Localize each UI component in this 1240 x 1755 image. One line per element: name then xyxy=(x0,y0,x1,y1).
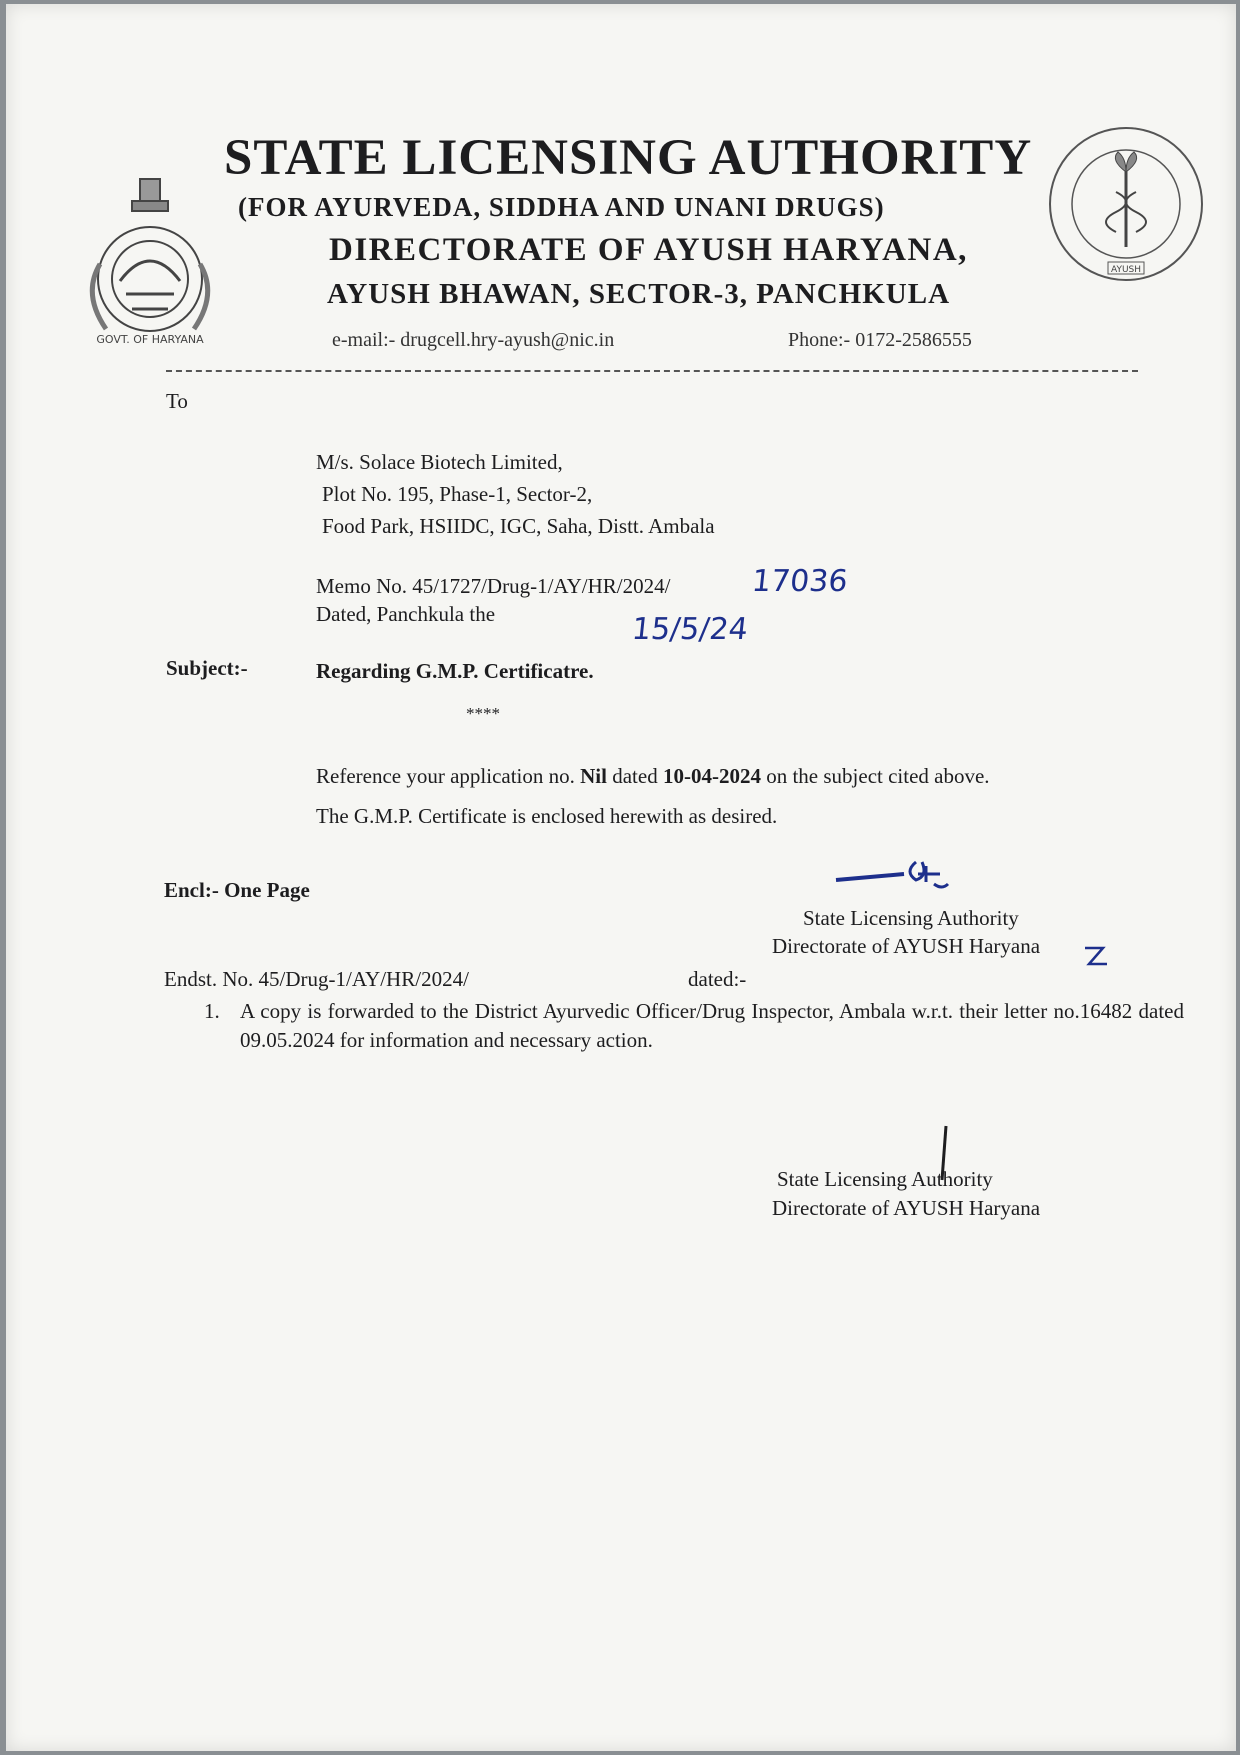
subject-label: Subject:- xyxy=(166,656,248,680)
copy-item-text: A copy is forwarded to the District Ayurvedic Officer/Drug Inspector, Ambala w.r.t. their letter no.16482 dated 09.05.2024 for information and necessary action. xyxy=(240,999,1184,1052)
body-paragraph-1: Reference your application no. Nil dated 10-04-2024 on the subject cited above. xyxy=(316,764,990,788)
signature-icon xyxy=(834,854,964,894)
separator: **** xyxy=(466,704,500,723)
addressee-line-3: Food Park, HSIIDC, IGC, Saha, Distt. Ambala xyxy=(322,514,715,538)
addressee-line-2: Plot No. 195, Phase-1, Sector-2, xyxy=(322,482,593,506)
signatory-office: Directorate of AYUSH Haryana xyxy=(772,934,1041,958)
signatory-title: State Licensing Authority xyxy=(803,906,1019,930)
directorate-address: AYUSH BHAWAN, SECTOR-3, PANCHKULA xyxy=(327,278,951,310)
endorsement-number: Endst. No. 45/Drug-1/AY/HR/2024/ xyxy=(164,967,469,991)
header-divider xyxy=(166,370,1138,372)
letter-page xyxy=(6,4,1236,1751)
endorsement-dated: dated:- xyxy=(688,967,747,991)
signatory-title-2: State Licensing Authority xyxy=(777,1167,993,1191)
signatory-office-2: Directorate of AYUSH Haryana xyxy=(772,1196,1041,1220)
handwritten-date: 15/5/24 xyxy=(630,612,750,647)
haryana-emblem-icon xyxy=(70,169,230,354)
directorate-name: DIRECTORATE OF AYUSH HARYANA, xyxy=(329,232,968,268)
memo-number: Memo No. 45/1727/Drug-1/AY/HR/2024/ xyxy=(316,574,671,598)
enclosure-note: Encl:- One Page xyxy=(164,878,310,902)
body-paragraph-2: The G.M.P. Certificate is enclosed herewith as desired. xyxy=(316,804,778,828)
copy-list-item xyxy=(204,997,1184,1055)
ayush-seal-icon xyxy=(1046,112,1206,297)
application-no: Nil xyxy=(580,764,607,788)
seal-label: AYUSH xyxy=(1110,265,1142,275)
addressee-line-1: M/s. Solace Biotech Limited, xyxy=(316,450,563,474)
contact-email: e-mail:- drugcell.hry-ayush@nic.in xyxy=(332,329,615,351)
page-title: STATE LICENSING AUTHORITY xyxy=(224,130,1033,186)
subject-text: Regarding G.M.P. Certificatre. xyxy=(316,659,594,683)
dated-line: Dated, Panchkula the xyxy=(316,602,496,626)
memo-handwritten-number: 17036 xyxy=(750,564,850,599)
emblem-label: GOVT. OF HARYANA xyxy=(96,333,204,346)
application-date: 10-04-2024 xyxy=(662,764,761,788)
page-subtitle: (FOR AYURVEDA, SIDDHA AND UNANI DRUGS) xyxy=(238,192,885,222)
contact-phone: Phone:- 0172-2586555 xyxy=(788,329,972,351)
to-label: To xyxy=(166,389,188,413)
initial-mark-icon xyxy=(1081,942,1111,970)
copy-item-number: 1. xyxy=(204,999,220,1023)
